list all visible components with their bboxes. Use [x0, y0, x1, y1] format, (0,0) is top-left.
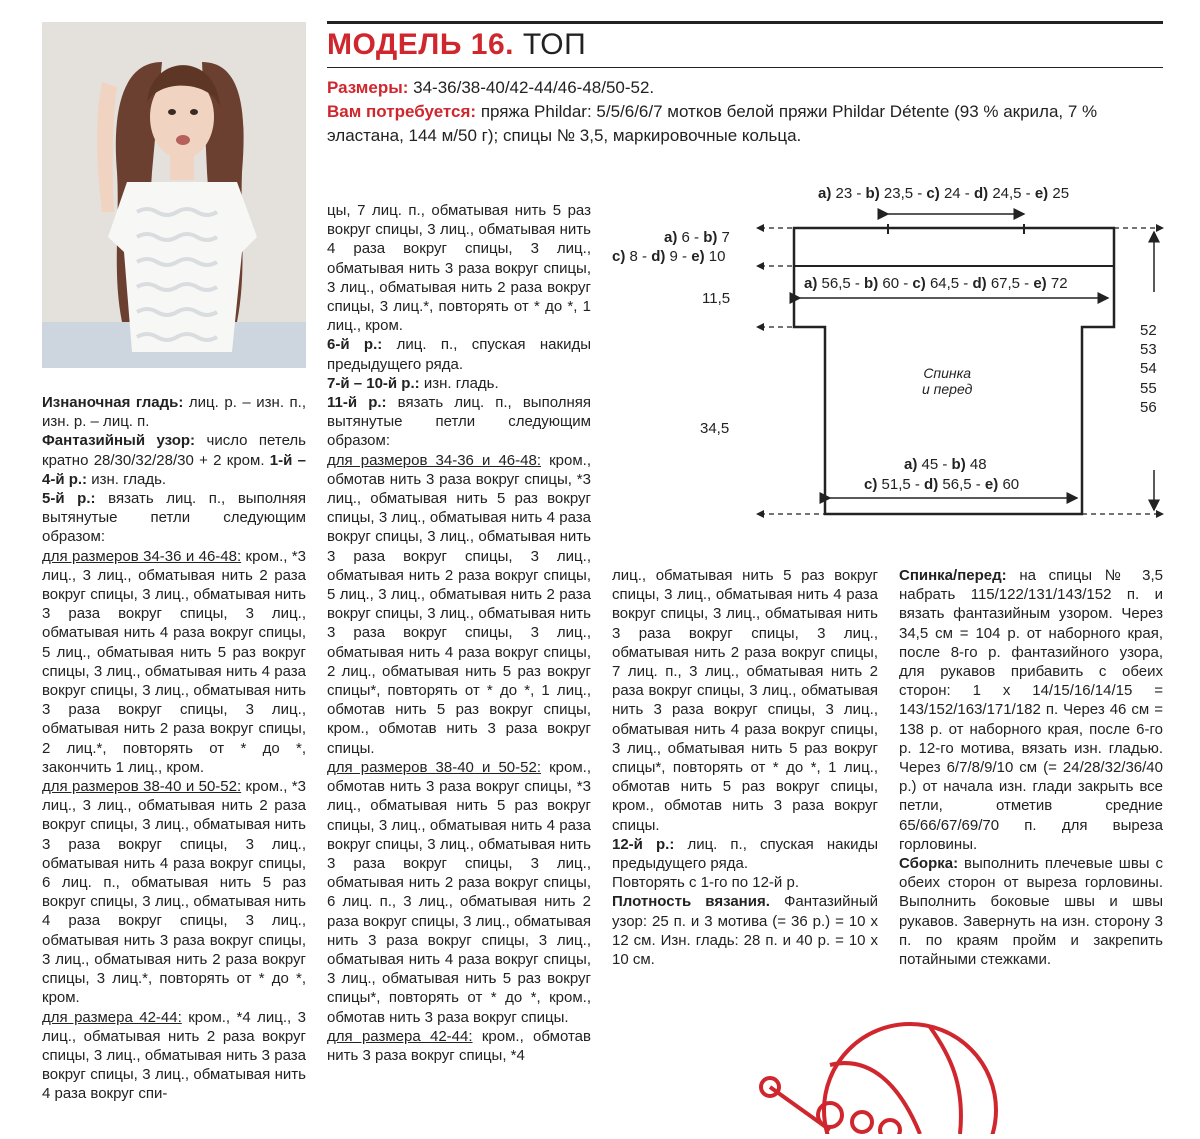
length-value: 56: [1140, 398, 1157, 416]
paragraph: [42, 489, 306, 547]
title-model-number: МОДЕЛЬ 16.: [327, 28, 514, 61]
text: кром., *3 лиц., 3 лиц., обматывая нить 2 раза вокруг спицы, 3 лиц., обматывая нить 3 раза вокруг спицы, 3 лиц., обматывая нить 4 раза вокруг спицы, 6 лиц. п., обматывая нить 5 раз вокруг спицы, 3 лиц., обматывая нить 4 раза вокруг спицы, 3 лиц., обматывая нить 3 раза вокруг спицы, 3 лиц., обматывая нить 2 раза вокруг спицы, 3 лиц.*, повторять от * до *, кром.: [42, 778, 306, 1007]
text: вязать лиц. п., выполняя вытянутые петли следующим образом:: [42, 490, 307, 546]
materials-label: Вам потребуется:: [327, 102, 477, 121]
paragraph: [327, 451, 591, 758]
term: 5-й р.:: [42, 490, 96, 508]
yarn-ball-icon: [750, 1015, 1010, 1134]
length-value: 53: [1140, 341, 1157, 359]
term: Изнаночная гладь:: [42, 394, 184, 411]
term: Спинка/перед:: [899, 567, 1007, 584]
term: Плотность вязания.: [612, 893, 770, 911]
paragraph: [327, 393, 591, 451]
yarn-logo-icon: [750, 1015, 1010, 1134]
title-garment: ТОП: [522, 28, 587, 61]
paragraph: [327, 374, 591, 393]
page-title: [327, 28, 586, 62]
paragraph: [899, 566, 1163, 854]
text-column-4: [899, 566, 1163, 969]
paragraph: [899, 854, 1163, 969]
paragraph: [42, 393, 306, 431]
total-length-labels: [1140, 321, 1157, 417]
text: Фантазийный узор: 25 п. и 3 мотива (= 36 р.) = 10 x 12 см. Изн. гладь: 28 п. и 40 р. = 10 x 10 см.: [612, 893, 878, 969]
paragraph: [42, 1008, 306, 1104]
length-value: 55: [1140, 379, 1157, 397]
term: 12-й р.:: [612, 835, 675, 853]
bottom-width-label-2: c) 51,5 - d) 56,5 - e) 60: [864, 476, 1020, 493]
top-rule: [327, 21, 1163, 24]
text: на спицы № 3,5 набрать 115/122/131/143/152 п. и вязать фантазийным узором. Через 34,5 см = 104 р. от наборного края, после 8-го р. фантазийного узора, для рукавов прибавить с обеих сторон: 1 x 14/15/16/14/15 = 143/152/163/171/182 п. Через 46 см = 138 р. от наборного края, после 6-го р. 12-го мотива, вязать изн. гладью. Через 6/7/8/9/10 см (= 24/28/32/36/40 р.) от начала изн. глади закрыть все петли, отметив средние 65/66/67/69/70 п. для выреза горловины.: [899, 567, 1163, 853]
term: 7-й – 10-й р.:: [327, 374, 420, 392]
text: число петель кратно 28/30/32/28/30 + 2 кром.: [42, 432, 306, 469]
text: цы, 7 лиц. п., обматывая нить 5 раз вокруг спицы, 3 лиц., обматывая нить 4 раза вокруг спицы, 3 лиц., обматывая нить 3 раза вокруг спицы, 3 лиц., обматывая нить 2 раза вокруг спицы, 3 лиц.*, повторять от * до *, 1 лиц., кром.: [327, 202, 591, 335]
text: кром., обмотав нить 3 раза вокруг спицы, *4: [327, 1027, 591, 1064]
piece-name: Спинка и перед: [922, 365, 973, 397]
pattern-schematic: [600, 180, 1180, 525]
sizes-line: [327, 76, 1163, 100]
text: лиц. п., спуская накиды предыдущего ряда.: [327, 336, 592, 373]
term: 6-й р.:: [327, 336, 383, 354]
length-value: 54: [1140, 360, 1157, 378]
text: лиц., обматывая нить 5 раз вокруг спицы, 3 лиц., обматывая нить 4 раза вокруг спицы, 3 лиц., обматывая нить 3 раза вокруг спицы, 3 лиц., обматывая нить 2 раза вокруг спицы, 7 лиц. п., 3 лиц., обматывая нить 2 раза вокруг спицы, 3 лиц., обматывая нить 3 раза вокруг спицы, 3 лиц., обматывая нить 4 раза вокруг спицы, 3 лиц., обматывая нить 5 раз вокруг спицы*, повторять от * до *, 1 лиц., обмотав нить 5 раз вокруг спицы, кром., обмотав нить 3 раза вокруг спицы.: [612, 567, 878, 834]
text: изн. гладь.: [423, 374, 499, 392]
text: изн. гладь.: [91, 470, 167, 488]
paragraph: [612, 835, 878, 873]
materials-value: пряжа Phildar: 5/5/6/6/7 мотков белой пряжи Phildar Détente (93 % акрила, 7 % эластана, 144 м/50 г); спицы № 3,5, маркировочные кольца.: [327, 102, 1098, 145]
paragraph: [327, 1027, 591, 1065]
term: Фантазийный узор:: [42, 432, 196, 450]
size-subheading: для размеров 34-36 и 46-48:: [42, 547, 242, 565]
body-height-label: 34,5: [700, 420, 730, 437]
text: кром., *4 лиц., 3 лиц., обматывая нить 2 раза вокруг спицы, 3 лиц., обматывая нить 3 раза вокруг спицы, 3 лиц., обматывая нить 4 раза вокруг спи-: [42, 1008, 306, 1103]
text: вязать лиц. п., выполняя вытянутые петли следующим образом:: [327, 394, 591, 450]
paragraph: [42, 431, 306, 489]
neck-width-label: a) 23 - b) 23,5 - c) 24 - d) 24,5 - e) 25: [818, 185, 1070, 202]
neck-depth-label-2: c) 8 - d) 9 - e) 10: [612, 248, 726, 265]
term: 1-й – 4-й р.:: [42, 451, 306, 488]
paragraph: [42, 777, 306, 1007]
paragraph: [327, 201, 591, 335]
neck-depth-label-1: a) 6 - b) 7: [664, 229, 730, 246]
title-rule: [327, 67, 1163, 68]
model-photo: [42, 22, 306, 368]
materials-line: [327, 100, 1163, 148]
size-subheading: для размера 42-44:: [327, 1027, 473, 1045]
size-subheading: для размеров 38-40 и 50-52:: [42, 778, 242, 796]
paragraph: [327, 335, 591, 373]
size-subheading: для размеров 34-36 и 46-48:: [327, 451, 541, 469]
sizes-value: 34-36/38-40/42-44/46-48/50-52.: [413, 78, 655, 97]
paragraph: [42, 547, 306, 777]
paragraph: [612, 566, 878, 835]
paragraph: [612, 892, 878, 969]
armhole-height-label: 11,5: [702, 290, 731, 307]
model-illustration: [42, 22, 306, 368]
text: лиц. п., спуская накиды предыдущего ряда.: [612, 835, 878, 873]
text: кром., обмотав нить 3 раза вокруг спицы, *3 лиц., обматывая нить 5 раз вокруг спицы, 3 лиц., обматывая нить 4 раза вокруг спицы, 3 лиц., обматывая нить 3 раза вокруг спицы, 3 лиц., обматывая нить 2 раза вокруг спицы, 6 лиц. п., 3 лиц., обматывая нить 2 раза вокруг спицы, 3 лиц., обматывая нить 3 раза вокруг спицы, 3 лиц., обматывая нить 4 раза вокруг спицы, 3 лиц., обматывая нить 5 раз вокруг спицы*, повторять от * до *, кром., обмотав нить 3 раза вокруг спицы.: [327, 758, 592, 1026]
text-column-2: [327, 201, 591, 1065]
sizes-label: Размеры:: [327, 78, 409, 97]
length-value: 52: [1140, 322, 1157, 339]
intro-block: [327, 76, 1163, 148]
text-column-1: [42, 393, 306, 1104]
paragraph: [612, 873, 878, 892]
body-width-label: a) 56,5 - b) 60 - c) 64,5 - d) 67,5 - e) 72: [804, 275, 1068, 292]
size-subheading: для размера 42-44:: [42, 1008, 182, 1026]
term: Сборка:: [899, 855, 959, 873]
text: кром., обмотав нить 3 раза вокруг спицы, *3 лиц., обматывая нить 5 раз вокруг спицы, 3 лиц., обматывая нить 4 раза вокруг спицы, 3 лиц., обматывая нить 3 раза вокруг спицы, 3 лиц., обматывая нить 2 раза вокруг спицы, 5 лиц., 3 лиц., обматывая нить 2 раза вокруг спицы, 3 лиц., обматывая нить 3 раза вокруг спицы, 3 лиц., обматывая нить 4 раза вокруг спицы, 2 лиц., обматывая нить 5 раз вокруг спицы*, повторять от * до *, 1 лиц., обмотав нить 5 раз вокруг спицы, кром., обмотав нить 3 раза вокруг спицы.: [327, 451, 592, 757]
text: выполнить плечевые швы с обеих сторон от выреза горловины. Выполнить боковые швы и швы рукавов. Завернуть на изн. сторону 3 п. по краям пройм и закрепить потайными стежками.: [899, 855, 1163, 969]
paragraph: [327, 758, 591, 1027]
text: Повторять с 1-го по 12-й р.: [612, 874, 799, 892]
term: 11-й р.:: [327, 394, 387, 412]
text: лиц. р. – изн. п., изн. р. – лиц. п.: [42, 394, 306, 431]
bottom-width-label-1: a) 45 - b) 48: [904, 456, 987, 473]
text-column-3: [612, 566, 878, 969]
size-subheading: для размеров 38-40 и 50-52:: [327, 758, 541, 776]
text: кром., *3 лиц., 3 лиц., обматывая нить 2 раза вокруг спицы, 3 лиц., обматывая нить 3 раза вокруг спицы, 3 лиц., обматывая нить 4 раза вокруг спицы, 5 лиц., обматывая нить 5 раз вокруг спицы, 3 лиц., обматывая нить 4 раза вокруг спицы, 3 лиц., обматывая нить 3 раза вокруг спицы, 3 лиц., обматывая нить 2 раза вокруг спицы, 2 лиц.*, повторять от * до *, закончить 1 лиц., кром.: [42, 547, 306, 776]
